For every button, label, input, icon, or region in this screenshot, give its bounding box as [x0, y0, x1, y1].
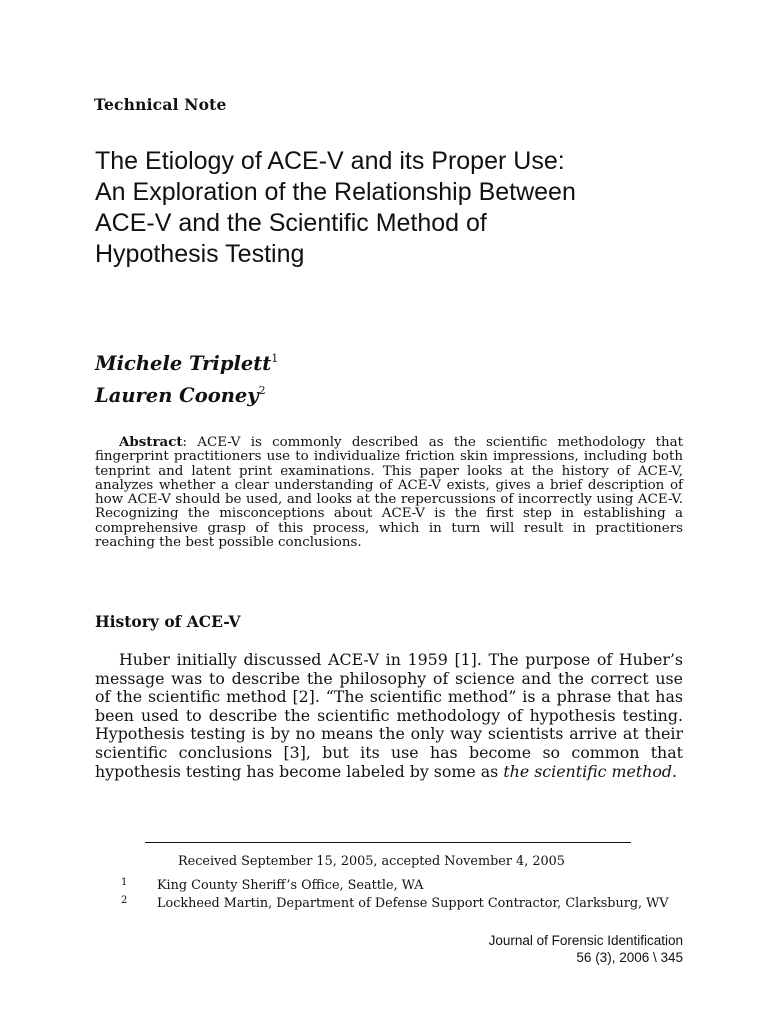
- author-affiliation-mark: 2: [258, 384, 266, 397]
- footnote-divider: [145, 842, 631, 843]
- section-label: Technical Note: [94, 95, 227, 114]
- footnote-mark: 2: [121, 895, 128, 906]
- journal-issue-page: 56 (3), 2006 \ 345: [576, 950, 683, 965]
- body-emphasis: the scientific method: [503, 761, 673, 781]
- author-name: Michele Triplett: [95, 352, 272, 375]
- title-line: An Exploration of the Relationship Between: [95, 178, 576, 206]
- author-affiliation-mark: 1: [271, 352, 279, 365]
- body-text-end: .: [672, 761, 678, 781]
- abstract-text: : ACE-V is commonly described as the scientific methodology that fingerprint practitioners use to individualize friction skin impressions, including both tenprint and latent print examinations. This paper looks at the history of ACE-V, analyzes whether a clear understanding of ACE-V exists, gives a brief description of how ACE-V should be used, and looks at the repercussions of incorrectly using ACE-V. Recognizing the misconceptions about ACE-V is the first step in establishing a comprehensive grasp of this process, which in turn will result in practitioners reaching the best possible conclusions.: [95, 435, 683, 551]
- abstract: [95, 435, 683, 550]
- author-list: [95, 345, 278, 409]
- footnote-text: King County Sheriff’s Office, Seattle, WA: [157, 878, 424, 893]
- section-heading: History of ACE-V: [95, 612, 241, 631]
- title-line: Hypothesis Testing: [95, 240, 305, 268]
- body-paragraph: [95, 651, 683, 781]
- journal-name: Journal of Forensic Identification: [488, 933, 683, 948]
- author: [95, 345, 278, 377]
- title-line: The Etiology of ACE-V and its Proper Use:: [95, 147, 565, 175]
- paper-title: [95, 146, 715, 270]
- received-date: Received September 15, 2005, accepted November 4, 2005: [178, 854, 565, 869]
- footnote-text: Lockheed Martin, Department of Defense Support Contractor, Clarksburg, WV: [157, 896, 669, 911]
- author: [95, 377, 278, 409]
- author-name: Lauren Cooney: [95, 384, 259, 407]
- body-text: Huber initially discussed ACE-V in 1959 [1]. The purpose of Huber’s message was to describe the philosophy of science and the correct use of the scientific method [2]. “The scientific method” is a phrase that has been used to describe the scientific methodology of hypothesis testing. Hypothesis testing is by no means the only way scientists arrive at their scientific conclusions [3], but its use has become so common that hypothesis testing has become labeled by some as: [95, 650, 683, 781]
- abstract-label: Abstract: [119, 434, 183, 450]
- footnote-mark: 1: [121, 877, 128, 888]
- title-line: ACE-V and the Scientific Method of: [95, 209, 487, 237]
